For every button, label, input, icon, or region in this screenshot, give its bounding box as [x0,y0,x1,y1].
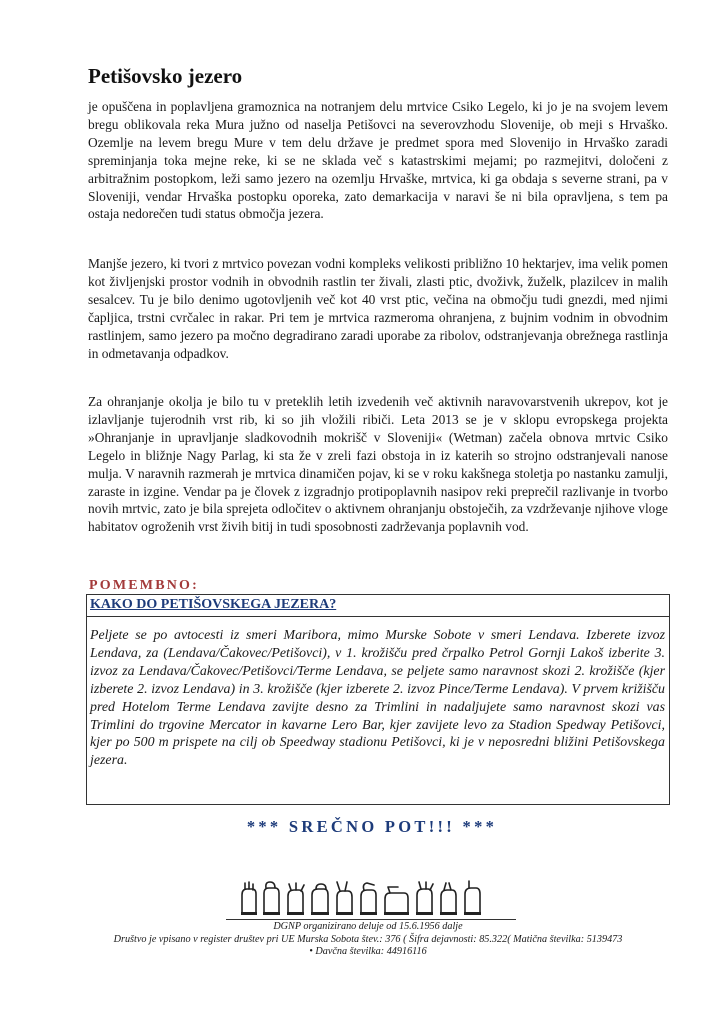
footer-line-founded: DGNP organizirano deluje od 15.6.1956 dalje [273,921,463,932]
footer-info [88,921,648,959]
directions-heading: KAKO DO PETIŠOVSKEGA JEZERA? [90,597,337,612]
paragraph-conservation: Za ohranjanje okolja je bilo tu v preteklih letih izvedenih več aktivnih naravovarstvenih ukrepov, kot je izlavljanje tujerodnih vrst rib, ki so jih vložili ribiči. Leta 2013 se je v sklopu evropskega projekta »Ohranjanje in upravljanje sladkovodnih mokrišč v Sloveniji« (Wetman) začela obnova mrtvic Csiko Legelo in bližnje Nagy Parlag, ki sta že v zreli fazi obstoja in iz katerih so strojno odstranjevali nanose mulja. V naravnih razmerah je mrtvica dinamičen pojav, ki se v roku kakšnega stoletja po nastanku zamulji, zaraste in izgine. Vendar pa je človek z izgradnjo protipoplavnih nasipov reki preprečil razlivanje in tvorbo novih mrtvic, zato je bila sprejeta odločitev o aktivnem ohranjanju obstoječih, za vzdrževanje njihove vloge habitatov ogroženih vrst živih bitij in tudi sposobnosti zadrževanja poplavnih vod. [88,394,668,535]
paragraph-habitat: Manjše jezero, ki tvori z mrtvico povezan vodni kompleks velikosti približno 10 hektarjev, ima velik pomen kot življenjski prostor vodnih in obvodnih rastlin ter živali, zlasti ptic, dvoživk, žuželk, plazilcev in malih sesalcev. Tu je bilo denimo ugotovljenih več kot 40 vrst ptic, večina na območju tudi gnezdi, med njimi čapljica, trstni cvrčalec in rakar. Pri tem je mrtvica razmeroma ohranjena, z bujnim vodnim in obvodnim rastlinjem, samo jezero pa močno degradirano zaradi uporabe za ribolov, odstranjevanja obrežnega rastlinja in odmetavanja odpadkov. [88,256,668,361]
page-title: Petišovsko jezero [88,64,243,88]
directions-divider [86,616,670,617]
footer-line-registry: Društvo je vpisano v register društev pri UE Murska Sobota štev.: 376 ( Šifra dejavnosti: 85.322( Matična številka: 5139473 [113,933,623,945]
footer-line-tax: • Davčna številka: 44916116 [309,946,427,958]
sign-language-hands-logo-icon [238,879,492,917]
closing-wish: *** SREČNO POT!!! *** [246,817,498,836]
notice-label: POMEMBNO: [89,578,200,593]
directions-text: Peljete se po avtocesti iz smeri Maribora, mimo Murske Sobote v smeri Lendava. Izberete izvoz Lendava, za (Lendava/Čakovec/Petišovci), v 1. krožišču pred črpalko Petrol Gornji Lakoš izberite 3. izvoz za Lendava/Čakovec/Petišovci/Terme Lendava, se peljete samo naravnost skozi 2. krožišče (kjer izberete 2. izvoz Lendava) in 3. krožišče (kjer izberete 2. izvoz Pince/Terme Lendava). V prvem križišču pred Hotelom Terme Lendava zavijte desno za Trimlini in nadaljujete samo naravnost skozi vas Trimlini do trgovine Mercator in kavarne Lero Bar, kjer zavijete levo za Stadion Spedway Petišovci, kjer po 500 m prispete na cilj ob Speedway stadionu Petišovci, ki je v neposredni bližini Petišovskega jezera. [90,628,665,769]
footer-divider [226,919,516,920]
paragraph-intro: je opuščena in poplavljena gramoznica na notranjem delu mrtvice Csiko Legelo, ki jo je na svojem levem bregu oblikovala reka Mura južno od naselja Petišovci na severovzhodu Slovenije, ob meji s Hrvaško. Ozemlje na levem bregu Mure v tem delu države je predmet spora med Slovenijo in Hrvaško zaradi spreminjanja toka mejne reke, ki se ne sklada več s katastrskimi mejami; po razmejitvi, določeni z arbitražnim postopkom, leži samo jezero na ozemlju Hrvaške, mrtvica, ki ga obdaja s severne strani, pa v Sloveniji, vendar Hrvaška postopku oporeka, zato demarkacija v naravi še ni bila opravljena, s tem pa ostaja nedorečen tudi status območja jezera. [88,99,668,222]
